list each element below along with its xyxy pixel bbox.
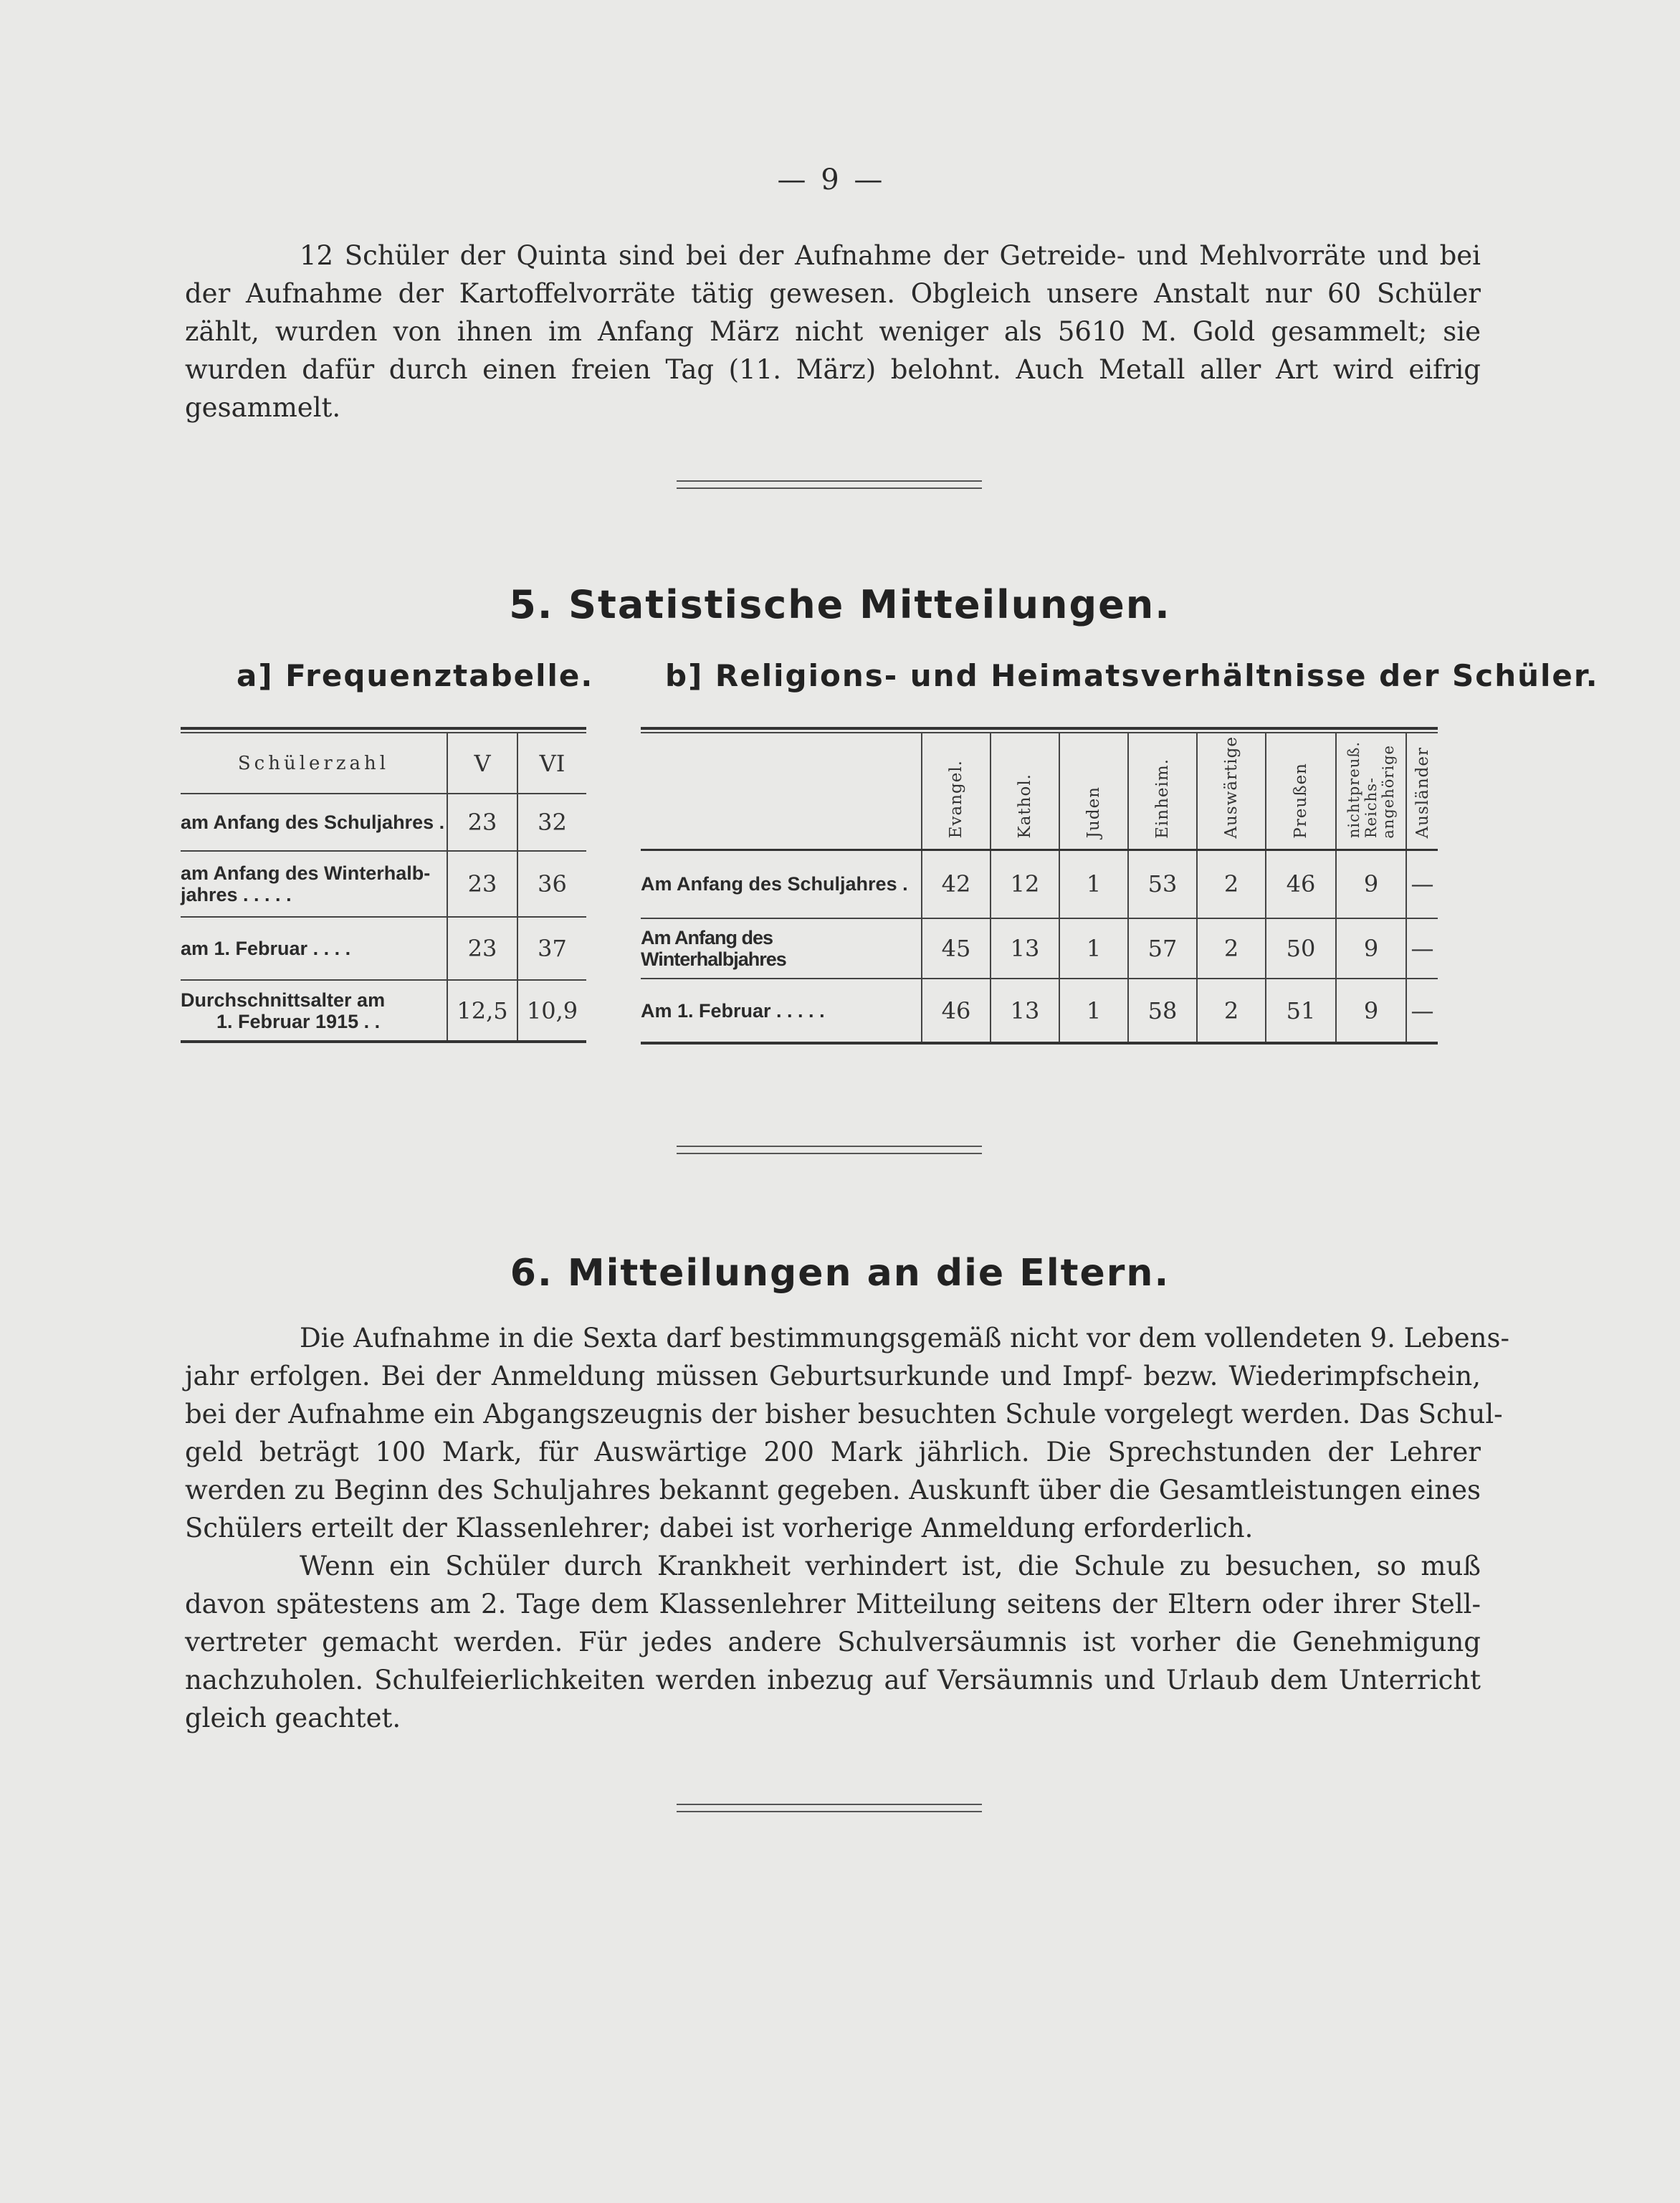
col-kathol: Kathol. [1016,774,1034,839]
row-label: Am Anfang des Winterhalbjahres [641,927,786,970]
cell: 46 [1266,850,1336,918]
cell: 9 [1336,979,1406,1042]
text-line: Wenn ein Schüler durch Krankheit verhindert ist, die Schule zu besuchen, so muß [300,1551,1481,1581]
intro-line: 12 Schüler der Quinta sind bei der Aufnahme der Getreide- und Mehlvorräte und bei [300,240,1481,271]
cell: 2 [1197,979,1266,1042]
cell: — [1406,918,1438,979]
religion-table-title: b] Religions- und Heimatsverhältnisse der Schüler. [665,658,1599,693]
col-evangel: Evangel. [947,760,965,839]
cell-v: 23 [447,794,517,851]
divider [677,1804,982,1812]
table-row [181,917,586,980]
table-row [641,918,1438,979]
text-line: vertreter gemacht werden. Für jedes andere Schulversäumnis ist vorher die Genehmigung [185,1627,1481,1657]
text-line: werden zu Beginn des Schuljahres bekannt gegeben. Auskunft über die Gesamtleistungen eines [185,1475,1481,1505]
text-line: jahr erfolgen. Bei der Anmeldung müssen Geburtsurkunde und Impf- bezw. Wiederimpfschein, [185,1361,1481,1391]
row-label: 1. Februar 1915 . . [216,1010,381,1032]
cell: 53 [1128,850,1197,918]
cell: 13 [991,918,1059,979]
intro-line: wurden dafür durch einen freien Tag (11. März) belohnt. Auch Metall aller Art wird eifrig [185,354,1481,385]
freq-header-v: V [447,733,517,794]
row-label: am Anfang des Winterhalb- [181,862,431,884]
cell-vi: 32 [517,794,586,851]
religion-table [641,727,1438,1045]
cell: 9 [1336,918,1406,979]
col-reichsangehoerige: nichtpreuß. [1345,741,1362,839]
intro-line: zählt, wurden von ihnen im Anfang März nicht weniger als 5610 M. Gold gesammelt; sie [185,316,1481,347]
row-label: Am 1. Februar . . . . . [641,999,825,1022]
cell: — [1406,979,1438,1042]
cell: 12 [991,850,1059,918]
table-row [641,850,1438,918]
col-juden: Juden [1084,786,1103,839]
cell-v: 12,5 [447,980,517,1040]
cell: 57 [1128,918,1197,979]
intro-paragraph [185,237,1481,427]
cell: 13 [991,979,1059,1042]
cell: 1 [1059,979,1128,1042]
cell: 45 [922,918,991,979]
row-label: Am Anfang des Schuljahres . [641,873,908,895]
cell-vi: 37 [517,917,586,980]
cell: 1 [1059,918,1128,979]
cell: 1 [1059,850,1128,918]
cell: 46 [922,979,991,1042]
cell: 2 [1197,850,1266,918]
cell-vi: 36 [517,851,586,917]
freq-header-label: Schülerzahl [237,752,390,774]
cell: 51 [1266,979,1336,1042]
intro-line: der Aufnahme der Kartoffelvorräte tätig gewesen. Obgleich unsere Anstalt nur 60 Schüler [185,278,1481,309]
col-auswaertige: Auswärtige [1222,736,1241,839]
cell-vi: 10,9 [517,980,586,1040]
col-preussen: Preußen [1292,762,1310,839]
frequency-table [181,727,586,1043]
cell: 58 [1128,979,1197,1042]
row-label: jahres . . . . . [181,884,292,905]
text-line: Die Aufnahme in die Sexta darf bestimmungsgemäß nicht vor dem vollendeten 9. Lebens- [300,1323,1509,1353]
text-line: gleich geachtet. [185,1703,401,1733]
row-label: Durchschnittsalter am [181,989,386,1011]
cell: 9 [1336,850,1406,918]
col-auslaender: Ausländer [1413,747,1432,839]
text-line: geld beträgt 100 Mark, für Auswärtige 200 Mark jährlich. Die Sprechstunden der Lehrer [185,1437,1481,1467]
text-line: nachzuholen. Schulfeierlichkeiten werden inbezug auf Versäumnis und Urlaub dem Unterricht [185,1665,1481,1695]
divider [677,480,982,489]
cell: — [1406,850,1438,918]
section-6-title: 6. Mitteilungen an die Eltern. [510,1252,1170,1295]
row-label: am 1. Februar . . . . [181,938,351,959]
cell-v: 23 [447,917,517,980]
col-einheim: Einheim. [1153,758,1172,839]
divider [677,1146,982,1154]
cell-v: 23 [447,851,517,917]
table-row [641,979,1438,1042]
row-label: am Anfang des Schuljahres . [181,812,445,833]
freq-header-vi: VI [517,733,586,794]
cell: 50 [1266,918,1336,979]
text-line: davon spätestens am 2. Tage dem Klassenlehrer Mitteilung seitens der Eltern oder ihrer Stell- [185,1589,1481,1619]
cell: 42 [922,850,991,918]
col-reichsangehoerige: Reichs- [1362,777,1380,839]
table-row [181,851,586,917]
text-line: Schülers erteilt der Klassenlehrer; dabei ist vorherige Anmeldung erforderlich. [185,1513,1254,1543]
table-row [181,794,586,851]
frequency-table-title: a] Frequenztabelle. [237,658,594,693]
section-5-title: 5. Statistische Mitteilungen. [509,582,1171,627]
col-reichsangehoerige: angehörige [1380,744,1397,839]
intro-line: gesammelt. [185,392,341,423]
table-row [181,980,586,1040]
page-number: — 9 — [777,163,886,196]
text-line: bei der Aufnahme ein Abgangszeugnis der bisher besuchten Schule vorgelegt werden. Das Schul- [185,1399,1503,1429]
cell: 2 [1197,918,1266,979]
section-6-paragraph [185,1319,1509,1737]
